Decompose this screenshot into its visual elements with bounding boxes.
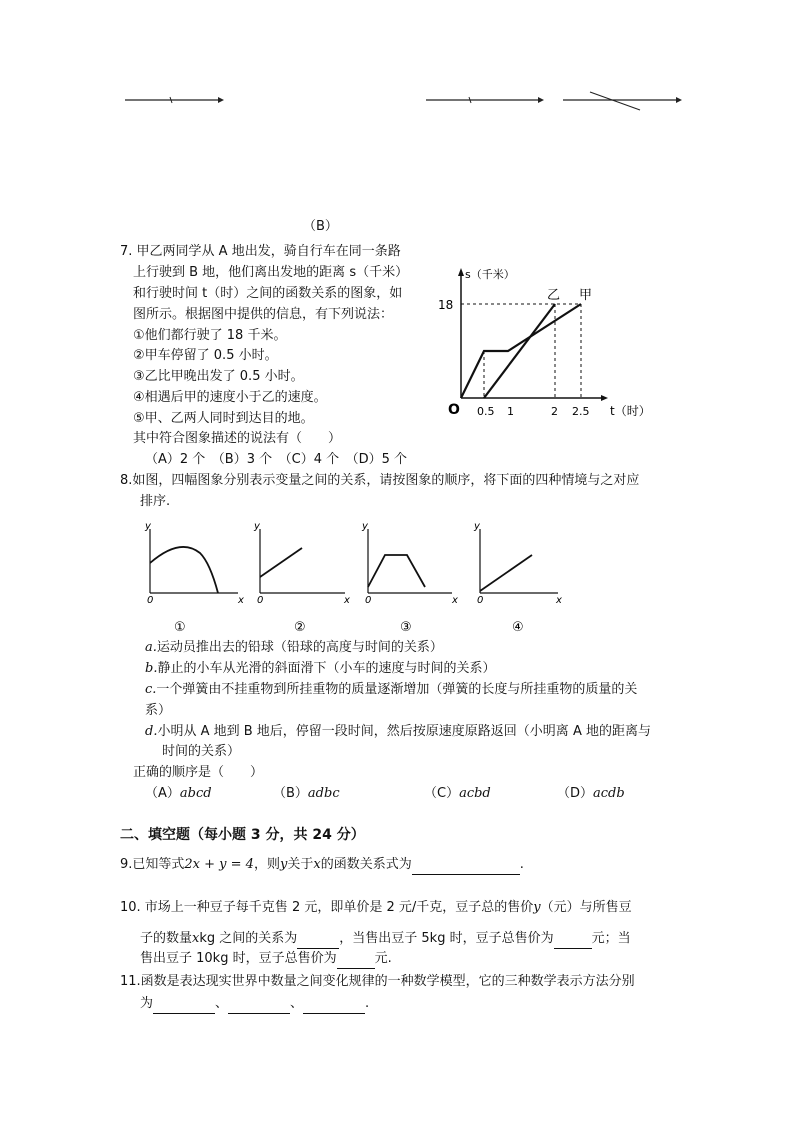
- graph-4-label: ④: [512, 620, 524, 635]
- q11-blank-3[interactable]: [303, 999, 365, 1014]
- jia-label: 甲: [579, 288, 593, 303]
- previous-question-figures: [0, 80, 794, 120]
- graph-2: [253, 521, 350, 635]
- q10-relation-blank[interactable]: [297, 934, 339, 949]
- q8-option-b: （B）adbc: [273, 786, 340, 801]
- x-axis-label: t（时）: [610, 404, 651, 418]
- q11-blank-2[interactable]: [228, 999, 290, 1014]
- q10-price-5kg-blank[interactable]: [554, 934, 592, 949]
- line-with-intercept: [260, 548, 302, 577]
- situation-a: a.运动员推出去的铅球（铅球的高度与时间的关系）: [145, 640, 443, 655]
- q8-stem-line-1: 8.如图，四幅图象分别表示变量之间的关系，请按图象的顺序，将下面的四种情境与之对应: [120, 473, 640, 488]
- q7-statement-2: ②甲车停留了 0.5 小时。: [133, 348, 278, 363]
- q7-statement-1: ①他们都行驶了 18 千米。: [133, 328, 287, 343]
- question-10-line-3: 售出豆子 10kg 时，豆子总售价为 元.: [140, 949, 392, 969]
- jia-line: [461, 304, 581, 398]
- q7-statement-5: ⑤甲、乙两人同时到达目的地。: [133, 411, 314, 426]
- question-10-line-1: 10. 市场上一种豆子每千克售 2 元，即单价是 2 元/千克，豆子总的售价y（元）与所售豆: [120, 900, 632, 915]
- graph-3-y: y: [362, 521, 368, 532]
- q7-statement-3: ③乙比甲晚出发了 0.5 小时。: [133, 369, 304, 384]
- arrow-figure-2: [426, 97, 544, 103]
- graph-2-x: x: [344, 595, 350, 606]
- x-tick-2: 2: [551, 405, 558, 418]
- question-10-line-2: 子的数量xkg 之间的关系为 ，当售出豆子 5kg 时，豆子总售价为 元；当: [140, 929, 631, 949]
- situation-c-cont: 系）: [145, 703, 172, 718]
- graph-3-x: x: [452, 595, 458, 606]
- q9-answer-blank[interactable]: [412, 860, 520, 875]
- question-11-line-2: 为 、 、 .: [140, 994, 369, 1014]
- graph-3: [361, 521, 458, 635]
- q9-equation: 2x + y = 4: [184, 857, 254, 872]
- q7-statement-4: ④相遇后甲的速度小于乙的速度。: [133, 390, 327, 405]
- graph-4-origin: 0: [477, 595, 484, 606]
- x-tick-1: 1: [507, 405, 514, 418]
- graph-3-origin: 0: [365, 595, 372, 606]
- q8-four-graphs: [130, 515, 570, 640]
- q8-stem-line-2: 排序.: [140, 494, 171, 509]
- graph-1: [144, 521, 244, 635]
- arrow-figure-3: [563, 92, 682, 110]
- graph-2-label: ②: [294, 620, 306, 635]
- q7-stem-line-4: 图所示。根据图中提供的信息，有下列说法：: [133, 307, 394, 322]
- q7-distance-time-graph: [418, 262, 668, 427]
- q7-stem-line-1: 7. 甲乙两同学从 A 地出发，骑自行车在同一条路: [120, 244, 401, 259]
- question-11-line-1: 11.函数是表达现实世界中数量之间变化规律的一种数学模型，它的三种数学表示方法分别: [120, 974, 635, 989]
- graph-3-label: ③: [400, 620, 412, 635]
- previous-answer: （B）: [303, 219, 338, 234]
- arrow-figure-1: [125, 97, 224, 103]
- x-tick-0.5: 0.5: [477, 405, 495, 418]
- q7-question: 其中符合图象描述的说法有（ ）: [133, 431, 342, 446]
- q8-option-c: （C）acbd: [424, 786, 491, 801]
- parabola-curve: [150, 547, 218, 593]
- section-2-title: 二、填空题（每小题 3 分，共 24 分）: [120, 827, 365, 843]
- trapezoid-line: [368, 555, 425, 587]
- line-through-origin: [480, 555, 532, 591]
- graph-1-label: ①: [174, 620, 186, 635]
- graph-2-y: y: [254, 521, 260, 532]
- q8-question: 正确的顺序是（ ）: [133, 765, 264, 780]
- situation-b: b.静止的小车从光滑的斜面滑下（小车的速度与时间的关系）: [145, 661, 496, 676]
- q10-price-10kg-blank[interactable]: [337, 954, 375, 969]
- q7-options: （A）2 个 （B）3 个 （C）4 个 （D）5 个: [145, 452, 408, 467]
- graph-1-origin: 0: [147, 595, 154, 606]
- y-axis-label: s（千米）: [465, 268, 515, 281]
- graph-2-origin: 0: [257, 595, 264, 606]
- yi-label: 乙: [547, 288, 561, 303]
- situation-d: d.小明从 A 地到 B 地后，停留一段时间，然后按原速度原路返回（小明离 A 地的距离与: [145, 724, 651, 739]
- origin-label: O: [448, 402, 460, 418]
- graph-4: [473, 521, 562, 635]
- graph-1-y: y: [145, 521, 151, 532]
- situation-d-cont: 时间的关系）: [162, 744, 241, 759]
- q11-blank-1[interactable]: [153, 999, 215, 1014]
- question-9: 9.已知等式2x + y = 4，则y关于x的函数关系式为 .: [120, 855, 524, 875]
- q8-option-d: （D）acdb: [557, 786, 625, 801]
- situation-c: c.一个弹簧由不挂重物到所挂重物的质量逐渐增加（弹簧的长度与所挂重物的质量的关: [145, 682, 638, 697]
- y-tick-18: 18: [438, 298, 454, 312]
- q7-stem-line-2: 上行驶到 B 地，他们离出发地的距离 s（千米）: [133, 265, 409, 280]
- graph-4-y: y: [474, 521, 480, 532]
- graph-1-x: x: [238, 595, 244, 606]
- q8-option-a: （A）abcd: [145, 786, 212, 801]
- x-tick-2.5: 2.5: [572, 405, 590, 418]
- graph-4-x: x: [556, 595, 562, 606]
- q7-stem-line-3: 和行驶时间 t（时）之间的函数关系的图象，如: [133, 286, 403, 301]
